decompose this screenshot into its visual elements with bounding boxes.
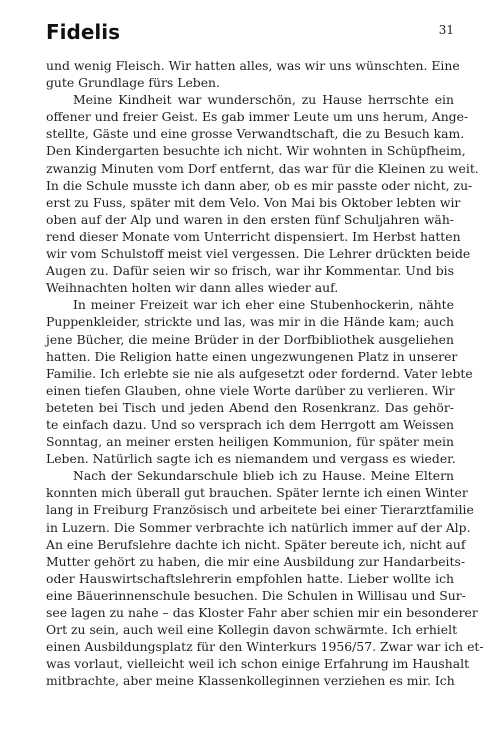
text-line: Weihnachten holten wir dann alles wieder auf. — [46, 280, 339, 296]
text-line: Leben. Natürlich sagte ich es niemandem und vergass es wieder. — [46, 451, 456, 467]
page-number: 31 — [438, 23, 454, 37]
running-head — [46, 20, 454, 48]
text-line: jene Bücher, die meine Brüder in der Dorfbibliothek ausgeliehen — [46, 331, 454, 347]
text-line: wir vom Schulstoff meist viel vergessen. Die Lehrer drückten beide — [46, 246, 471, 262]
text-line: offener und freier Geist. Es gab immer Leute um uns herum, Ange- — [46, 109, 469, 125]
text-line: An eine Berufslehre dachte ich nicht. Später bereute ich, nicht auf — [46, 536, 466, 552]
text-line: lang in Freiburg Französisch und arbeitete bei einer Tierarztfamilie — [46, 502, 474, 518]
text-line: In meiner Freizeit war ich eher eine Stubenhockerin, nähte — [73, 297, 454, 313]
text-line: Familie. Ich erlebte sie nie als aufgesetzt oder fordernd. Vater lebte — [46, 365, 473, 381]
body-text — [46, 57, 484, 689]
text-line: Meine Kindheit war wunderschön, zu Hause herrschte ein — [73, 92, 454, 108]
text-line: Sonntag, an meiner ersten heiligen Kommunion, für später mein — [46, 434, 454, 450]
text-line: oder Hauswirtschaftslehrerin empfohlen hatte. Lieber wollte ich — [46, 570, 454, 586]
text-line: eine Bäuerinnenschule besuchen. Die Schulen in Willisau und Sur- — [46, 587, 466, 603]
text-line: te einfach dazu. Und so versprach ich dem Herrgott am Weissen — [46, 416, 454, 432]
text-line: gute Grundlage fürs Leben. — [46, 75, 220, 91]
text-line: Mutter gehört zu haben, die mir eine Ausbildung zur Handarbeits- — [46, 553, 466, 569]
text-line: und wenig Fleisch. Wir hatten alles, was wir uns wünschten. Eine — [46, 58, 460, 73]
text-line: Den Kindergarten besuchte ich nicht. Wir wohnten in Schüpfheim, — [46, 143, 466, 159]
text-line: einen Ausbildungsplatz für den Winterkurs 1956/57. Zwar war ich et- — [46, 639, 484, 655]
text-line: in Luzern. Die Sommer verbrachte ich natürlich immer auf der Alp. — [46, 519, 471, 535]
text-line: rend dieser Monate vom Unterricht dispensiert. Im Herbst hatten — [46, 228, 461, 244]
text-line: Ort zu sein, auch weil eine Kollegin davon schwärmte. Ich erhielt — [46, 622, 458, 638]
text-line: In die Schule musste ich dann aber, ob es mir passte oder nicht, zu- — [46, 177, 473, 193]
text-line: Nach der Sekundarschule blieb ich zu Hause. Meine Eltern — [73, 468, 454, 484]
text-line: see lagen zu nahe – das Kloster Fahr aber schien mir ein besonderer — [46, 605, 478, 620]
text-line: Puppenkleider, strickte und las, was mir in die Hände kam; auch — [46, 314, 454, 330]
text-line: oben auf der Alp und waren in den ersten fünf Schuljahren wäh- — [46, 211, 454, 227]
text-line: was vorlaut, vielleicht weil ich schon einige Erfahrung im Haushalt — [46, 656, 470, 672]
text-line: Augen zu. Dafür seien wir so frisch, war ihr Kommentar. Und bis — [46, 263, 454, 279]
text-line: zwanzig Minuten vom Dorf entfernt, das war für die Kleinen zu weit. — [46, 160, 479, 176]
text-line: stellte, Gäste und eine grosse Verwandtschaft, die zu Besuch kam. — [46, 126, 465, 142]
book-title: Fidelis — [46, 20, 121, 44]
text-line: beteten bei Tisch und jeden Abend den Rosenkranz. Das gehör- — [46, 399, 454, 415]
text-line: erst zu Fuss, später mit dem Velo. Von Mai bis Oktober lebten wir — [46, 194, 461, 210]
text-line: einen tiefen Glauben, ohne viele Worte darüber zu verlieren. Wir — [46, 382, 455, 398]
text-line: konnten mich überall gut brauchen. Später lernte ich einen Winter — [46, 485, 468, 501]
text-line: mitbrachte, aber meine Klassenkolleginnen verziehen es mir. Ich — [46, 673, 455, 689]
text-line: hatten. Die Religion hatte einen ungezwungenen Platz in unserer — [46, 348, 458, 364]
